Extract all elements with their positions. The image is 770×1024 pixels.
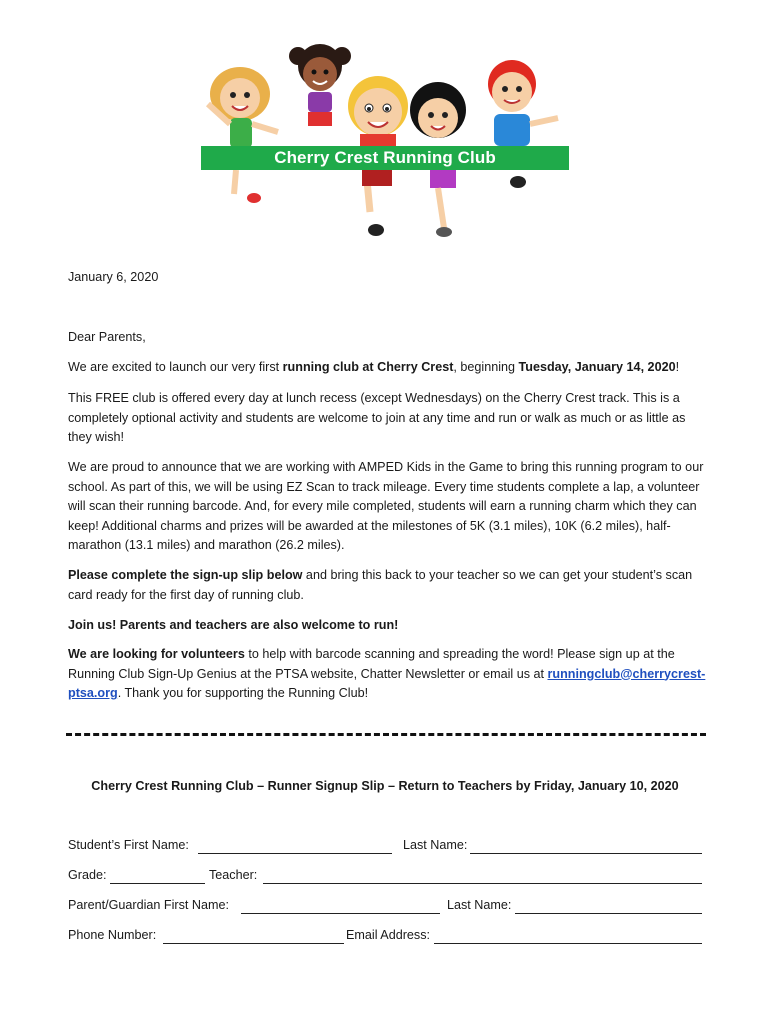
amped-program-paragraph: We are proud to announce that we are working with AMPED Kids in the Game to bring this running program to our school. As part of this, we will be using EZ Scan to track mileage. Every time students complete a lap, a volunteer will scan their running barcode. And, for every mile completed, students will earn a running charm which they can keep! Additional charms and prizes will be awarded at the milestones of 5K (3.1 miles), 10K (6.2 miles), half-marathon (13.1 miles) and marathon (26.2 miles). [68,460,704,552]
grade-field[interactable] [110,883,205,884]
intro-text-c: , beginning [453,360,519,374]
volunteers-rest: to help with barcode scanning and spreading the word! Please sign up at the Running Club Sign-Up Genius at the PTSA website, Chatter Newsletter or email us at [68,647,675,681]
signup-slip-title: Cherry Crest Running Club – Runner Signup Slip – Return to Teachers by Friday, January 10, 2020 [91,779,679,793]
volunteers-end: . Thank you for supporting the Running Club! [117,686,369,700]
intro-paragraph [68,358,708,378]
email-address-label: Email Address: [346,928,430,942]
letter-date: January 6, 2020 [68,270,159,284]
phone-number-field[interactable] [163,943,344,944]
student-last-name-field[interactable] [470,853,702,854]
intro-club-name: running club at Cherry Crest [282,360,454,374]
club-name-banner: Cherry Crest Running Club [201,146,569,170]
running-kids-illustration [198,42,578,247]
phone-number-label: Phone Number: [68,928,157,942]
teacher-label: Teacher: [209,868,258,882]
join-us-text: Join us! Parents and teachers are also welcome to run! [68,618,399,632]
cut-here-dashed-line [66,733,706,736]
parent-name-row [68,898,708,918]
parent-first-name-label: Parent/Guardian First Name: [68,898,229,912]
parent-last-name-label: Last Name: [447,898,512,912]
signup-instructions-paragraph [68,566,708,605]
intro-start-date: Tuesday, January 14, 2020 [518,360,676,374]
parent-last-name-field[interactable] [515,913,702,914]
kid-illustration-1 [208,67,278,203]
volunteers-bold: We are looking for volunteers [68,647,245,661]
student-last-name-label: Last Name: [403,838,468,852]
running-club-header-art [198,42,578,247]
kid-illustration-2 [289,44,351,126]
intro-text-a: We are excited to launch our very first [68,360,283,374]
salutation: Dear Parents, [68,330,146,344]
email-address-field[interactable] [434,943,702,944]
volunteers-paragraph [68,645,708,704]
signup-instructions-bold: Please complete the sign-up slip below [68,568,303,582]
student-first-name-field[interactable] [198,853,392,854]
contact-row [68,928,708,948]
grade-label: Grade: [68,868,107,882]
join-us-paragraph [68,616,708,636]
grade-teacher-row [68,868,708,888]
parent-first-name-field[interactable] [241,913,440,914]
club-details-paragraph: This FREE club is offered every day at lunch recess (except Wednesdays) on the Cherry Crest track. This is a completely optional activity and students are welcome to join at any time and run or walk as much or as little as they wish! [68,391,686,444]
signup-instructions-rest: and bring this back to your teacher so we can get your student’s scan card ready for the first day of running club. [68,568,693,602]
intro-text-e: ! [675,360,680,374]
student-first-name-label: Student’s First Name: [68,838,189,852]
club-email-link[interactable]: runningclub@cherrycrest-ptsa.org [68,666,706,700]
teacher-field[interactable] [263,883,702,884]
student-name-row [68,838,708,858]
